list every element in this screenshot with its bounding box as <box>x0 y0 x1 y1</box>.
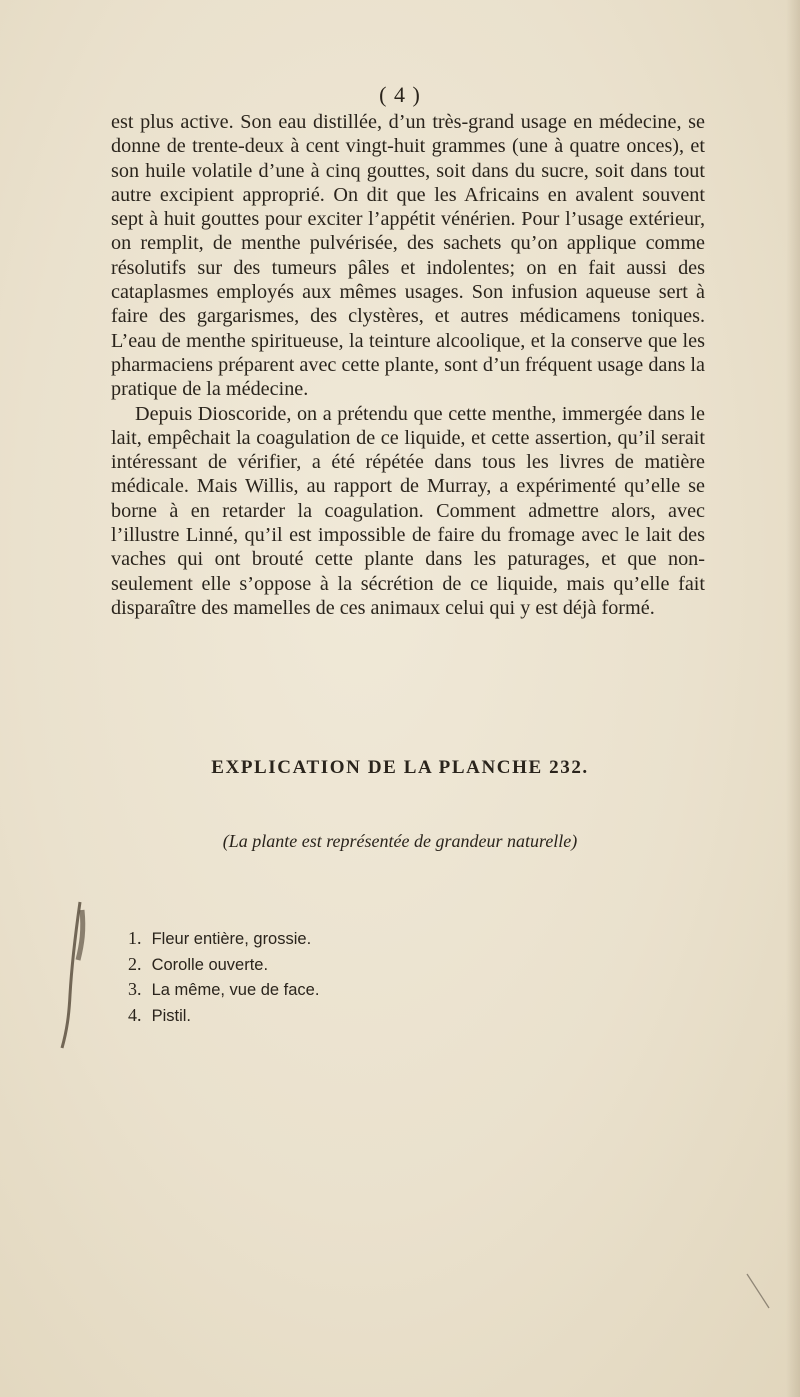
legend-item <box>128 1003 319 1029</box>
page-edge-shadow <box>786 0 800 1397</box>
legend-item-number: 3. <box>128 979 142 999</box>
plate-legend <box>128 926 319 1028</box>
legend-item-text: Pistil. <box>151 1006 192 1025</box>
legend-item-number: 1. <box>128 928 142 948</box>
legend-item-text: Fleur entière, grossie. <box>151 930 312 948</box>
legend-item-number: 2. <box>128 953 142 974</box>
legend-item <box>128 952 319 978</box>
corner-pencil-mark-icon <box>744 1272 772 1310</box>
page-number: ( 4 ) <box>379 82 421 107</box>
plate-heading: EXPLICATION DE LA PLANCHE 232. <box>211 757 589 778</box>
margin-ink-mark-icon <box>58 900 92 1050</box>
paragraph-dioscoride: Depuis Dioscoride, on a prétendu que cette menthe, immergée dans le lait, empêchait la coagulation de ce liquide, et cette assertion, qu’il serait intéressant de vérifier, a été répétée dans tous les livres de matière médicale. Mais Willis, au rapport de Murray, a expérimenté qu’elle se borne à en retarder la coagulation. Comment admettre alors, avec l’illustre Linné, qu’il est impossible de faire du fromage avec le lait des vaches qui ont brouté cette plante dans les paturages, et que non-seulement elle s’oppose à la sécrétion de ce liquide, mais qu’elle fait disparaître des mamelles de ces animaux celui qui y est déjà formé. <box>111 402 705 619</box>
legend-item-text: Corolle ouverte. <box>151 955 269 974</box>
paragraph-continuation: est plus active. Son eau distillée, d’un très-grand usage en médecine, se donne de trente-deux à cent vingt-huit grammes (une à quatre onces), et son huile volatile d’une à cinq gouttes, soit dans du sucre, soit dans tout autre excipient approprié. On dit que les Africains en avalent souvent sept à huit gouttes pour exciter l’appétit vénérien. Pour l’usage extérieur, on remplit, de menthe pulvérisée, des sachets qu’on applique comme résolutifs sur des tumeurs pâles et indolentes; on en fait aussi des cataplasmes employés aux mêmes usages. Son infusion aqueuse sert à faire des gargarismes, des clystères, et autres médicamens toniques. L’eau de menthe spiritueuse, la teinture alcoolique, et la conserve que les pharmaciens préparent avec cette plante, sont d’un fréquent usage dans la pratique de la médecine. <box>111 111 705 401</box>
legend-item-text: La même, vue de face. <box>151 981 320 999</box>
legend-item <box>128 926 319 952</box>
legend-item <box>128 977 319 1003</box>
legend-item-number: 4. <box>128 1004 142 1025</box>
body-text <box>111 110 705 620</box>
plate-note: (La plante est représentée de grandeur naturelle) <box>222 831 578 851</box>
